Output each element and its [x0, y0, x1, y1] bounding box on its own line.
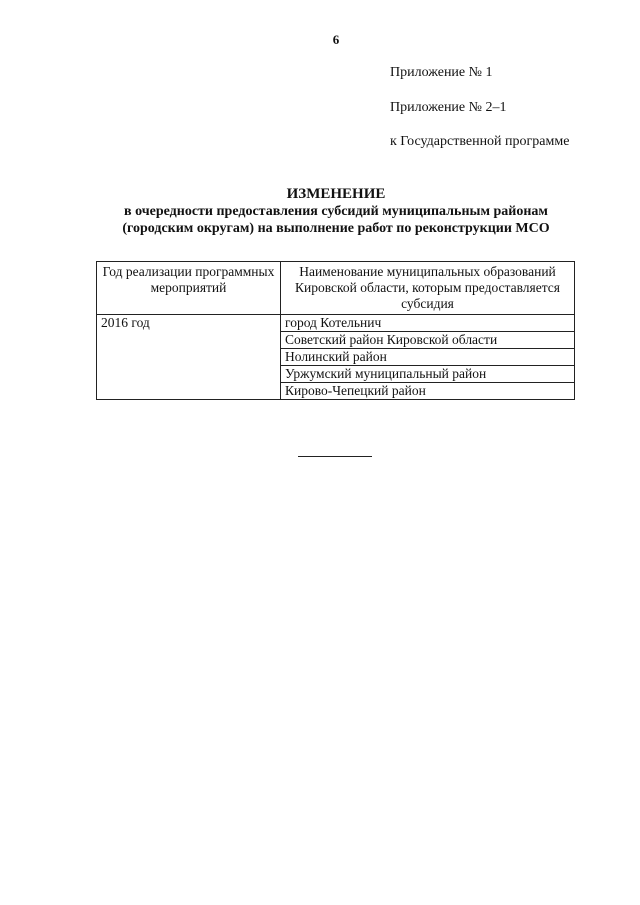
appendix-line-3: к Государственной программе: [390, 134, 570, 149]
district-cell: Советский район Кировской области: [281, 332, 575, 349]
page-number: 6: [332, 32, 340, 47]
title-line-3: (городским округам) на выполнение работ по реконструкции МСО: [122, 221, 550, 236]
title-line-2: в очередности предоставления субсидий муниципальным районам: [124, 204, 548, 219]
document-title: [60, 186, 612, 237]
table-header-row: [97, 262, 575, 315]
year-cell: 2016 год: [97, 315, 281, 400]
table-row: [97, 315, 575, 332]
closing-divider: [298, 456, 372, 457]
subsidy-table: [96, 261, 575, 400]
column-header-year: Год реализации программных мероприятий: [97, 262, 281, 315]
district-cell: город Котельнич: [281, 315, 575, 332]
title-main: ИЗМЕНЕНИЕ: [286, 186, 386, 202]
appendix-line-2: Приложение № 2–1: [390, 100, 507, 115]
district-cell: Нолинский район: [281, 349, 575, 366]
column-header-municipality: Наименование муниципальных образований Кировской области, которым предоставляется субсидия: [281, 262, 575, 315]
appendix-line-1: Приложение № 1: [390, 65, 493, 80]
district-cell: Уржумский муниципальный район: [281, 366, 575, 383]
district-cell: Кирово-Чепецкий район: [281, 383, 575, 400]
